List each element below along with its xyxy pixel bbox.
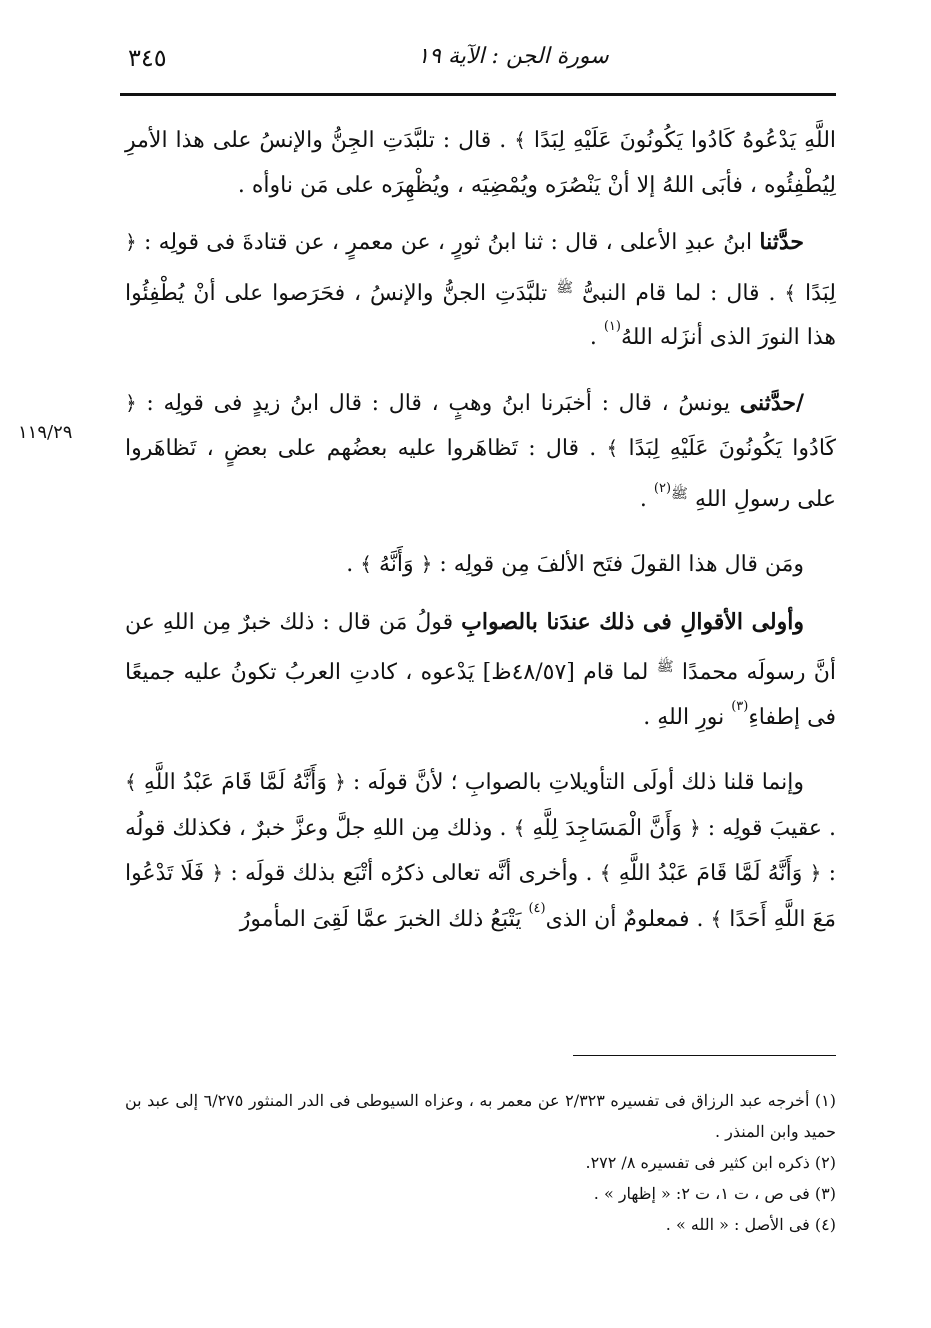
quran-bracket-close: ﴾ (606, 436, 619, 460)
quran-quote: وَأَنَّ الْمَسَاجِدَ لِلَّهِ (532, 815, 682, 841)
paragraph-5 (125, 600, 836, 741)
footnote-separator (573, 1055, 836, 1056)
quran-quote: وَأَنَّهُ (378, 552, 414, 577)
paragraph-2 (125, 220, 836, 361)
ruling-lead: وأولى الأقوالِ فى ذلك عندَنا بالصوابِ (461, 608, 804, 635)
quran-quote: وَأَنَّهُ لَمَّا قَامَ عَبْدُ اللَّهِ (618, 861, 803, 886)
text: ابنُ عبدِ الأعلى ، قال : ثنا ابنُ ثورٍ ، عن معمرٍ ، عن قتادةَ فى قولِه : (143, 230, 753, 255)
honorific-symbol: ﷺ (656, 659, 674, 675)
main-text (125, 118, 836, 942)
quran-bracket-open: ﴿ (334, 770, 346, 794)
quran-bracket-close: ﴾ (513, 815, 526, 840)
quran-bracket-open: ﴿ (689, 815, 701, 840)
honorific-symbol: ﷺ (671, 485, 688, 502)
quran-bracket-open: ﴿ (211, 861, 224, 885)
footnote-3: (٣) فى ص ، ت ١، ت ٢: « إظهار » . (593, 1184, 836, 1203)
text: . قال : تَظاهَروا عليه بعضُهم على بعضٍ ، تَظاهَروا على رسولِ اللهِ (125, 436, 836, 512)
footnote-marker: (٢) (653, 480, 672, 496)
footnote-4: (٤) فى الأصل : « الله » . (665, 1215, 836, 1234)
text: وإنما قلنا ذلك أولَى التأويلاتِ بالصوابِ ؛ لأنَّ قولَه : (352, 770, 804, 795)
isnad-lead: حدَّثنا (759, 229, 804, 255)
quran-bracket-close: ﴾ (514, 128, 526, 152)
quran-bracket-close: ﴾ (710, 906, 723, 931)
text: ومَن قال هذا القولَ فتَح الألفَ مِن قولِه : (439, 552, 804, 577)
text: تلبَّدَتِ الجنُّ والإنسُ ، فحَرَصوا على أنْ يُطْفِئُوا هذا النورَ الذى أنزَله اللهُ (125, 280, 836, 350)
quran-bracket-open: ﴿ (809, 861, 822, 885)
quran-bracket-close: ﴾ (125, 770, 137, 794)
text: قولُ مَن قال : ذلك خبرٌ مِن اللهِ عن أنَّ رسولَه محمدًا (125, 609, 837, 685)
text: . عقيبَ قولِه : (707, 815, 837, 841)
paragraph-1 (125, 118, 836, 208)
paragraph-6 (125, 760, 836, 942)
quran-bracket-close: ﴾ (599, 861, 612, 885)
text: لما قام [٤٨/٥٧ظ] يَدْعوه ، كادتِ العربُ تكونُ عليه جميعًا فى إطفاءِ (125, 660, 836, 730)
quran-quote: اللَّهِ يَدْعُوهُ كَادُوا يَكُونُونَ عَلَيْهِ لِبَدًا (533, 128, 837, 153)
text: . فمعلومٌ أن الذى (545, 906, 704, 932)
page-number: ٣٤٥ (128, 44, 167, 72)
text: . وذلك مِن اللهِ جلَّ وعزَّ خبرٌ ، فكذلك قولُه : (125, 815, 837, 886)
text: . (346, 552, 354, 577)
honorific-symbol: ﷺ (556, 279, 574, 296)
quran-quote: فَلَا تَدْعُوا مَعَ اللَّهِ أَحَدًا (125, 861, 836, 932)
footnote-marker: (١) (603, 319, 621, 334)
footnote-2: (٢) ذكره ابن كثير فى تفسيره ٨/ ٢٧٢. (585, 1153, 836, 1172)
footnote-1: (١) أخرجه عبد الرزاق فى تفسيره ٢/٣٢٣ عن معمر به ، وعزاه السيوطى فى الدر المنثور ٦/٢٧٥ إلى عبد بن حميد وابن المنذر . (125, 1091, 836, 1141)
quran-quote: لِبَدًا (804, 280, 836, 306)
text: يَتْبَعُ ذلك الخبرَ عمَّا لَقِىَ المأمورُ (239, 906, 522, 932)
text: . وأخرى أنَّه تعالى ذكرُه أتْبَع بذلك قولَه : (230, 861, 593, 886)
running-title: سورة الجن : الآية ١٩ (417, 44, 609, 69)
quran-quote: وَأَنَّهُ لَمَّا قَامَ عَبْدُ اللَّهِ (143, 770, 327, 795)
quran-bracket-open: ﴿ (125, 230, 137, 254)
header-rule (120, 93, 836, 96)
text: . قال : تلبَّدَتِ الجِنُّ والإنسُ على هذا الأمرِ لِيُطْفِئُوه ، فأبَى اللهُ إلا أنْ يَنْصُرَه ويُمْضِيَه ، ويُظْهِرَه على مَن ناوأه . (125, 128, 836, 198)
paragraph-3 (125, 381, 836, 523)
quran-quote: كَادُوا يَكُونُونَ عَلَيْهِ لِبَدًا (628, 436, 836, 461)
text: نورِ اللهِ . (643, 704, 725, 730)
text: . (589, 325, 597, 350)
footnotes (125, 1085, 836, 1240)
quran-bracket-close: ﴾ (360, 552, 372, 576)
footnote-marker: (٤) (528, 900, 546, 916)
quran-bracket-open: ﴿ (420, 552, 433, 576)
quran-bracket-close: ﴾ (784, 280, 797, 305)
footnote-marker: (٣) (731, 698, 749, 714)
margin-manuscript-reference: ١١٩/٢٩ (18, 422, 73, 443)
quran-bracket-open: ﴿ (125, 390, 137, 415)
text: . قال : لما قام النبىُّ (582, 280, 776, 306)
paragraph-4 (125, 542, 836, 588)
text: يونسُ ، قال : أخبَرنا ابنُ وهبٍ ، قال : قال ابنُ زيدٍ فى قولِه : (146, 390, 731, 416)
isnad-lead: /حدَّثنى (739, 389, 804, 416)
page-header (120, 42, 836, 90)
text: . (639, 486, 647, 512)
